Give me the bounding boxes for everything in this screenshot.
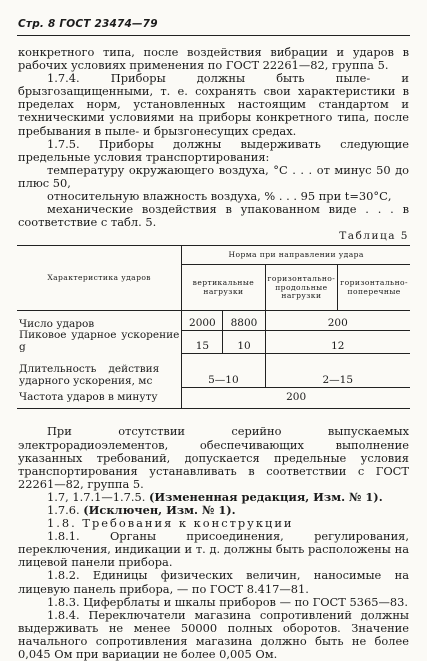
table-header-characteristic: Характеристика ударов [17, 246, 182, 311]
row-label: Длительность действия ударного ускорения, мс [17, 353, 182, 387]
exclusion-text: (Исключен, Изм. № 1). [83, 502, 236, 517]
paragraph-1-7-4: 1.7.4. Приборы должны быть пыле- и брызгозащищенными, т. е. сохранять свои характеристики в пределах норм, установленных настоящим стандартом и техническими условиями на приборы конкретного типа, после пребывания в пыле- и брызгонесущих средах. [18, 71, 409, 138]
document-body [18, 46, 409, 661]
table-caption: Таблица 5 [339, 230, 409, 243]
cell-value: 200 [182, 387, 410, 409]
table-row [17, 387, 410, 409]
table-row [17, 311, 410, 331]
cell-value: 2000 [182, 311, 223, 331]
row-label: Частота ударов в минуту [17, 387, 182, 409]
paragraph-1-8-4: 1.8.4. Переключатели магазина сопротивлений должны выдерживать не менее 50000 полных оборотов. Значение начального сопротивления магазина должно быть не более 0,045 Ом при вариации не более 0,005 Ом. [18, 607, 409, 661]
cell-value: 5—10 [182, 353, 265, 387]
paragraph-1-7-5: 1.7.5. Приборы должны выдерживать следующие предельные условия транспортирования: [18, 136, 409, 164]
amendment-text: (Измененная редакция, Изм. № 1). [148, 489, 383, 504]
paragraph-1-8-1: 1.8.1. Органы присоединения, регулирования, переключения, индикации и т. д. должны быть расположены на лицевой панели прибора. [18, 529, 409, 570]
cell-value: 200 [265, 311, 410, 331]
exclusion-ref: 1.7.6. [47, 502, 80, 517]
table-header-horizontal-longitudinal: горизонтально-продольные нагрузки [265, 265, 338, 311]
table-header-norm: Норма при направлении удара [182, 246, 410, 265]
paragraph-1-8-3: 1.8.3. Циферблаты и шкалы приборов — по ГОСТ 5365—83. [47, 594, 408, 609]
cell-value: 15 [182, 330, 223, 353]
paragraph-absence: При отсутствии серийно выпускаемых электрорадиоэлементов, обеспечивающих выполнение указанных требований, допускается предельные условия транспортирования устанавливать в соответствии с ГОСТ 22261—82, группа 5. [18, 424, 409, 491]
cell-value: 2—15 [265, 353, 410, 387]
condition-humidity: относительную влажность воздуха, % . . . 95 при t=30°С, [47, 189, 392, 204]
cell-value: 12 [265, 330, 410, 353]
table-header-horizontal-transverse: горизонтально-поперечные [338, 265, 410, 311]
section-heading-1-8: 1.8. Требования к конструкции [47, 516, 294, 531]
cell-value: 10 [223, 330, 265, 353]
amendment-ref: 1.7, 1.7.1—1.7.5. [47, 489, 146, 504]
page-header: Стр. 8 ГОСТ 23474—79 [18, 18, 158, 30]
table-row [17, 330, 410, 353]
condition-temperature: температуру окружающего воздуха, °С . . . от минус 50 до плюс 50, [18, 162, 409, 190]
row-label: Пиковое ударное ускорение g [17, 330, 182, 353]
row-label: Число ударов [17, 311, 182, 331]
condition-mechanical: механические воздействия в упакованном виде . . . в соответствие с табл. 5. [18, 202, 409, 230]
table-row [17, 353, 410, 387]
paragraph-1-8-2: 1.8.2. Единицы физических величин, наносимые на лицевую панель прибора, — по ГОСТ 8.417—81. [18, 568, 409, 596]
cell-value: 8800 [223, 311, 265, 331]
header-rule [17, 35, 410, 36]
table-header-vertical: вертикальные нагрузки [182, 265, 265, 311]
paragraph: конкретного типа, после воздействия вибрации и ударов в рабочих условиях применения по ГОСТ 22261—82, группа 5. [18, 45, 409, 73]
shock-norms-table [17, 245, 410, 409]
